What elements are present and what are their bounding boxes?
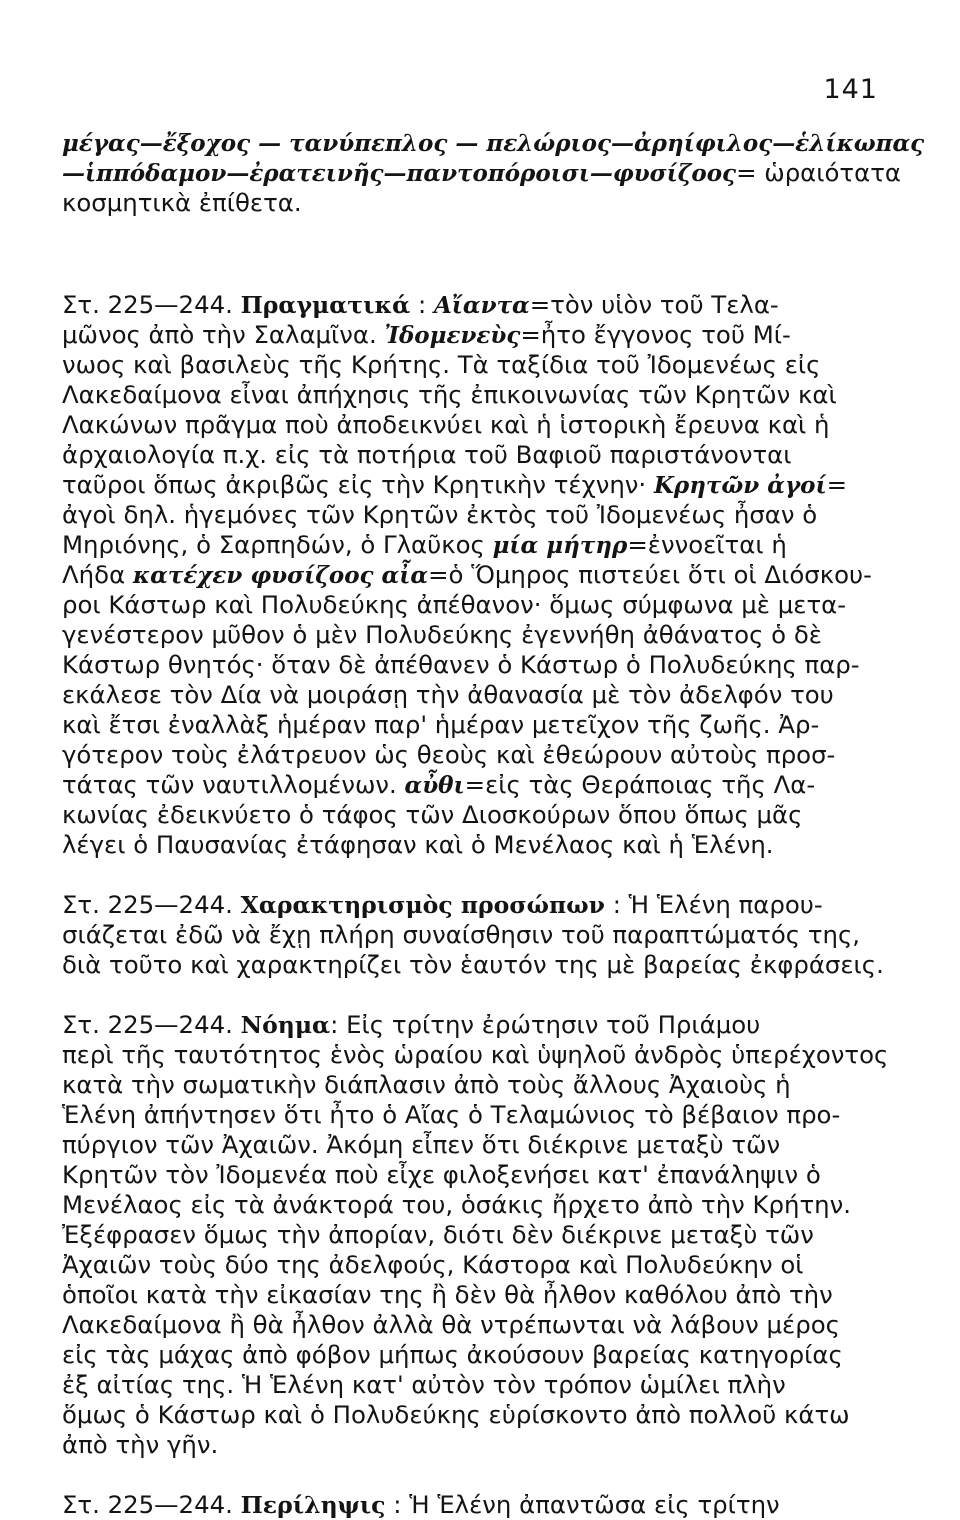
text-line: Μενέλαος εἰς τὰ ἀνάκτορά του, ὁσάκις ἤρχετο ἀπὸ τὴν Κρήτην. — [62, 1190, 852, 1219]
text-line: ἀγοὶ δηλ. ἡγεμόνες τῶν Κρητῶν ἐκτὸς τοῦ Ἰδομενέως ἦσαν ὁ — [62, 500, 818, 529]
text-line: σιάζεται ἐδῶ νὰ ἔχῃ πλήρη συναίσθησιν τοῦ παραπτώματός της, — [62, 920, 861, 949]
text-line: Κρητῶν τὸν Ἰδομενέα ποὺ εἶχε φιλοξενήσει κατ' ἐπανάληψιν ὁ — [62, 1160, 821, 1189]
text-line: Κάστωρ θνητός· ὅταν δὲ ἀπέθανεν ὁ Κάστωρ ὁ Πολυδεύκης παρ- — [62, 650, 860, 679]
term: Κρητῶν ἀγοί — [653, 472, 827, 499]
text-line: κωνίας ἐδεικνύετο ὁ τάφος τῶν Διοσκούρων ὅπου ὅπως μᾶς — [62, 800, 803, 829]
text-line: ἀρχαιολογία π.χ. εἰς τὰ ποτήρια τοῦ Βαφιοῦ παριστάνονται — [62, 440, 792, 469]
text-line: περὶ τῆς ταυτότητος ἑνὸς ὡραίου καὶ ὑψηλοῦ ἀνδρὸς ὑπερέχοντος — [62, 1040, 889, 1069]
text-line: λέγει ὁ Παυσανίας ἐτάφησαν καὶ ὁ Μενέλαος καὶ ἡ Ἑλένη. — [62, 830, 774, 859]
text-line: Στ. 225—244. Πραγματικά : Αἴαντα=τὸν υἱὸν τοῦ Τελα- — [62, 290, 779, 319]
text-line: ταῦροι ὅπως ἀκριβῶς εἰς τὴν Κρητικὴν τέχνην· Κρητῶν ἀγοί= — [62, 470, 848, 499]
term: Ἰδομενεὺς — [384, 322, 521, 349]
text-line: ἐξ αἰτίας της. Ἡ Ἑλένη κατ' αὐτὸν τὸν τρόπον ὡμίλει πλὴν — [62, 1370, 786, 1399]
page-number: 141 — [823, 74, 878, 105]
text-line: ροι Κάστωρ καὶ Πολυδεύκης ἀπέθανον· ὅμως σύμφωνα μὲ μετα- — [62, 590, 847, 619]
text-line: κοσμητικὰ ἐπίθετα. — [62, 188, 302, 217]
text-line: ὁποῖοι κατὰ τὴν εἰκασίαν της ἢ δὲν θὰ ἦλθον καθόλου ἀπὸ τὴν — [62, 1280, 833, 1309]
section-heading: Νόημα — [240, 1011, 331, 1039]
text-line: ἀπὸ τὴν γῆν. — [62, 1430, 219, 1459]
summary-paragraph — [62, 1490, 882, 1520]
term: Αἴαντα — [433, 292, 530, 319]
text-line: —ἱππόδαμον—ἐρατεινῆς—παντοπόροισι—φυσίζοος= ὡραιότατα — [62, 158, 901, 187]
text-line: μῶνος ἀπὸ τὴν Σαλαμῖνα. Ἰδομενεὺς=ἦτο ἔγγονος τοῦ Μί- — [62, 320, 791, 349]
text-line: Λακεδαίμονα εἶναι ἀπήχησις τῆς ἐπικοινωνίας τῶν Κρητῶν καὶ — [62, 380, 837, 409]
term: αὖθι — [404, 772, 465, 799]
text-line: καὶ ἔτσι ἐναλλὰξ ἡμέραν παρ' ἡμέραν μετεῖχον τῆς ζωῆς. Ἀρ- — [62, 710, 820, 739]
text-line: εἰς τὰς μάχας ἀπὸ φόβον μήπως ἀκούσουν βαρείας κατηγορίας — [62, 1340, 843, 1369]
text-line: Ἐξέφρασεν ὅμως τὴν ἀπορίαν, διότι δὲν διέκρινε μεταξὺ τῶν — [62, 1220, 814, 1249]
section-heading: Περίληψις — [240, 1491, 386, 1519]
text-line: Λακεδαίμονα ἢ θὰ ἦλθον ἀλλὰ θὰ ντρέπωνται νὰ λάβουν μέρος — [62, 1310, 840, 1339]
text-line: τάτας τῶν ναυτιλλομένων. αὖθι=εἰς τὰς Θεράποιας τῆς Λα- — [62, 770, 816, 799]
text-line: διὰ τοῦτο καὶ χαρακτηρίζει τὸν ἑαυτόν της μὲ βαρείας ἐκφράσεις. — [62, 950, 884, 979]
characterization-paragraph — [62, 890, 882, 980]
pragmatika-paragraph — [62, 290, 882, 860]
section-heading: Χαρακτηρισμὸς προσώπων — [240, 891, 605, 919]
text-line: γότερον τοὺς ἐλάτρευον ὡς θεοὺς καὶ ἐθεώρουν αὐτοὺς προσ- — [62, 740, 836, 769]
text-line: Στ. 225—244. Χαρακτηρισμὸς προσώπων : Ἡ Ἑλένη παρου- — [62, 890, 823, 919]
text-line: μέγας—ἔξοχος — τανύπεπλος — πελώριος—ἀρηίφιλος—ἑλίκωπας — [62, 130, 925, 157]
text-line: κατὰ τὴν σωματικὴν διάπλασιν ἀπὸ τοὺς ἄλλους Ἀχαιοὺς ἡ — [62, 1070, 791, 1099]
term: μία μήτηρ — [492, 532, 628, 559]
text-line: πύργιον τῶν Ἀχαιῶν. Ἀκόμη εἶπεν ὅτι διέκρινε μεταξὺ τῶν — [62, 1130, 781, 1159]
text-line: Ἑλένη ἀπήντησεν ὅτι ἦτο ὁ Αἴας ὁ Τελαμώνιος τὸ βέβαιον προ- — [62, 1100, 841, 1129]
text-line: Μηριόνης, ὁ Σαρπηδών, ὁ Γλαῦκος μία μήτηρ=ἐννοεῖται ἡ — [62, 530, 787, 559]
text-line: Στ. 225—244. Περίληψις : Ἡ Ἑλένη ἀπαντῶσα εἰς τρίτην — [62, 1490, 780, 1519]
meaning-paragraph — [62, 1010, 889, 1460]
text-line: νωος καὶ βασιλεὺς τῆς Κρήτης. Τὰ ταξίδια τοῦ Ἰδομενέως εἰς — [62, 350, 821, 379]
section-heading: Πραγματικά — [240, 291, 411, 319]
text-line: Στ. 225—244. Νόημα: Εἰς τρίτην ἐρώτησιν τοῦ Πριάμου — [62, 1010, 761, 1039]
text-line: ὅμως ὁ Κάστωρ καὶ ὁ Πολυδεύκης εὑρίσκοντο ἀπὸ πολλοῦ κάτω — [62, 1400, 850, 1429]
page-text — [62, 128, 925, 1520]
text-line: Λήδα κατέχεν φυσίζοος αἶα=ὁ Ὅμηρος πιστεύει ὅτι οἱ Διόσκου- — [62, 560, 872, 589]
text-line: γενέστερον μῦθον ὁ μὲν Πολυδεύκης ἐγεννήθη ἀθάνατος ὁ δὲ — [62, 620, 822, 649]
text-line: Λακώνων πρᾶγμα ποὺ ἀποδεικνύει καὶ ἡ ἱστορικὴ ἔρευνα καὶ ἡ — [62, 410, 830, 439]
text-line: Ἀχαιῶν τοὺς δύο της ἀδελφούς, Κάστορα καὶ Πολυδεύκην οἱ — [62, 1250, 804, 1279]
term: κατέχεν φυσίζοος αἶα — [132, 562, 429, 589]
epithets-paragraph — [62, 128, 925, 218]
text-line: εκάλεσε τὸν Δία νὰ μοιράσῃ τὴν ἀθανασία μὲ τὸν ἀδελφόν του — [62, 680, 834, 709]
